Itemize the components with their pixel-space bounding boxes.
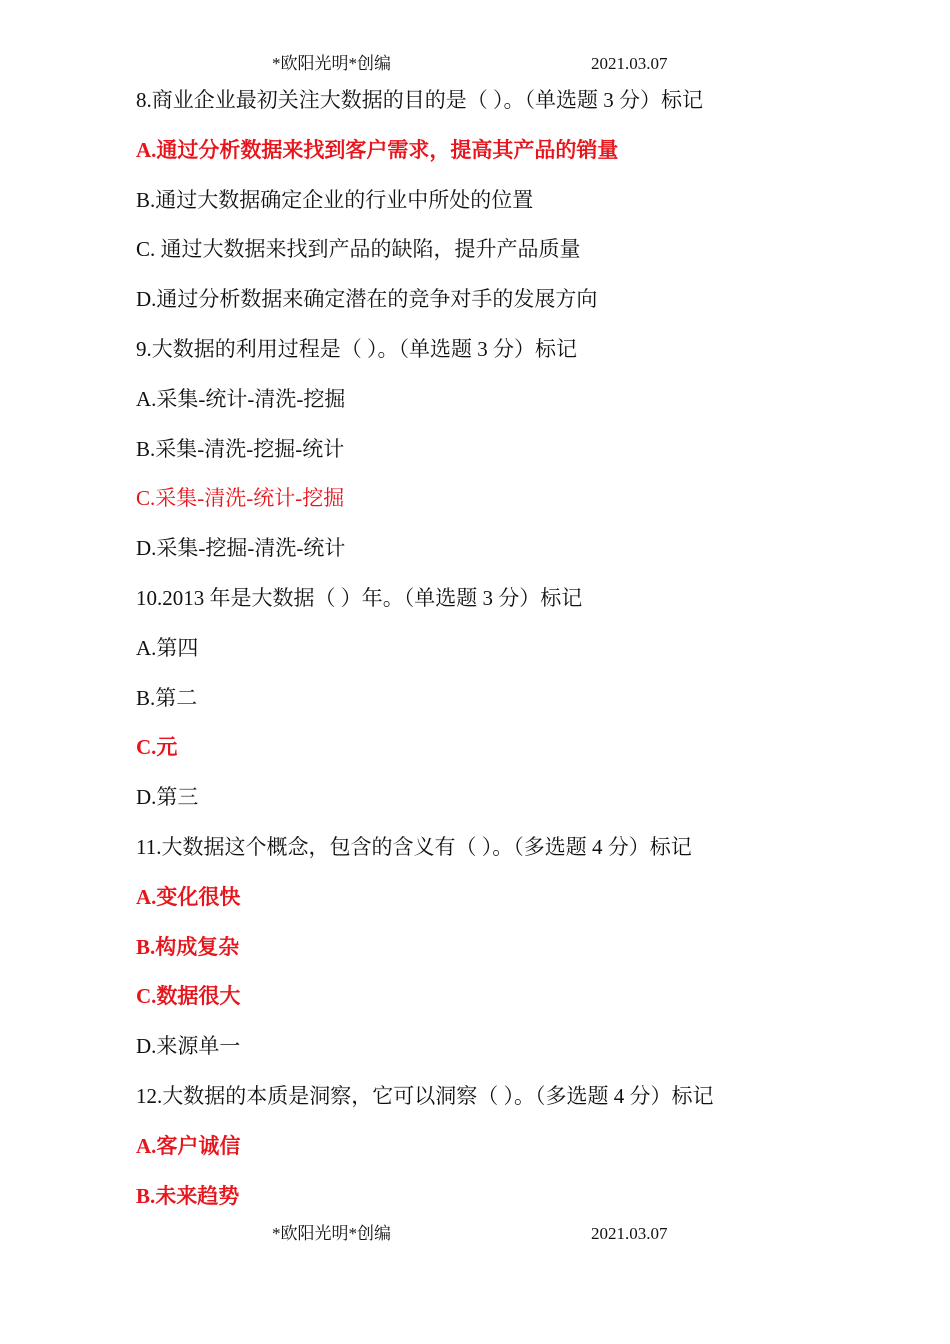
q10-option-d: D.第三 [136, 785, 199, 810]
q11-option-a: A.变化很快 [136, 884, 241, 909]
question-content [136, 87, 836, 1232]
q11-option-c: C.数据很大 [136, 984, 241, 1009]
q12-option-a: A.客户诚信 [136, 1133, 241, 1158]
question-9: 9.大数据的利用过程是（ ）。（单选题 3 分）标记 [136, 336, 577, 361]
question-12: 12.大数据的本质是洞察，它可以洞察（ ）。（多选题 4 分）标记 [136, 1083, 714, 1108]
q9-option-d: D.采集-挖掘-清洗-统计 [136, 536, 346, 561]
q9-option-a: A.采集-统计-清洗-挖掘 [136, 386, 346, 411]
footer-date: 2021.03.07 [591, 1224, 668, 1243]
question-8: 8.商业企业最初关注大数据的目的是（ ）。（单选题 3 分）标记 [136, 88, 703, 112]
question-11: 11.大数据这个概念，包含的含义有（ ）。（多选题 4 分）标记 [136, 834, 692, 859]
question-10: 10.2013 年是大数据（ ）年。（单选题 3 分）标记 [136, 585, 583, 610]
q10-option-b: B.第二 [136, 685, 198, 710]
page-header [0, 52, 950, 76]
q11-option-d: D.来源单一 [136, 1034, 241, 1059]
q8-option-c: C. 通过大数据来找到产品的缺陷，提升产品质量 [136, 237, 581, 262]
q10-option-c: C.元 [136, 735, 178, 760]
q9-option-c: C.采集-清洗-统计-挖掘 [136, 486, 345, 511]
q10-option-a: A.第四 [136, 635, 199, 660]
header-author: *欧阳光明*创编 [272, 54, 391, 73]
q8-option-a: A.通过分析数据来找到客户需求，提高其产品的销量 [136, 137, 619, 162]
q11-option-b: B.构成复杂 [136, 934, 240, 959]
page-footer [0, 1222, 950, 1246]
q12-option-b: B.未来趋势 [136, 1183, 240, 1208]
footer-author: *欧阳光明*创编 [272, 1224, 391, 1243]
q8-option-b: B.通过大数据确定企业的行业中所处的位置 [136, 187, 534, 212]
q9-option-b: B.采集-清洗-挖掘-统计 [136, 436, 345, 461]
q8-option-d: D.通过分析数据来确定潜在的竞争对手的发展方向 [136, 287, 598, 312]
header-date: 2021.03.07 [591, 54, 668, 73]
